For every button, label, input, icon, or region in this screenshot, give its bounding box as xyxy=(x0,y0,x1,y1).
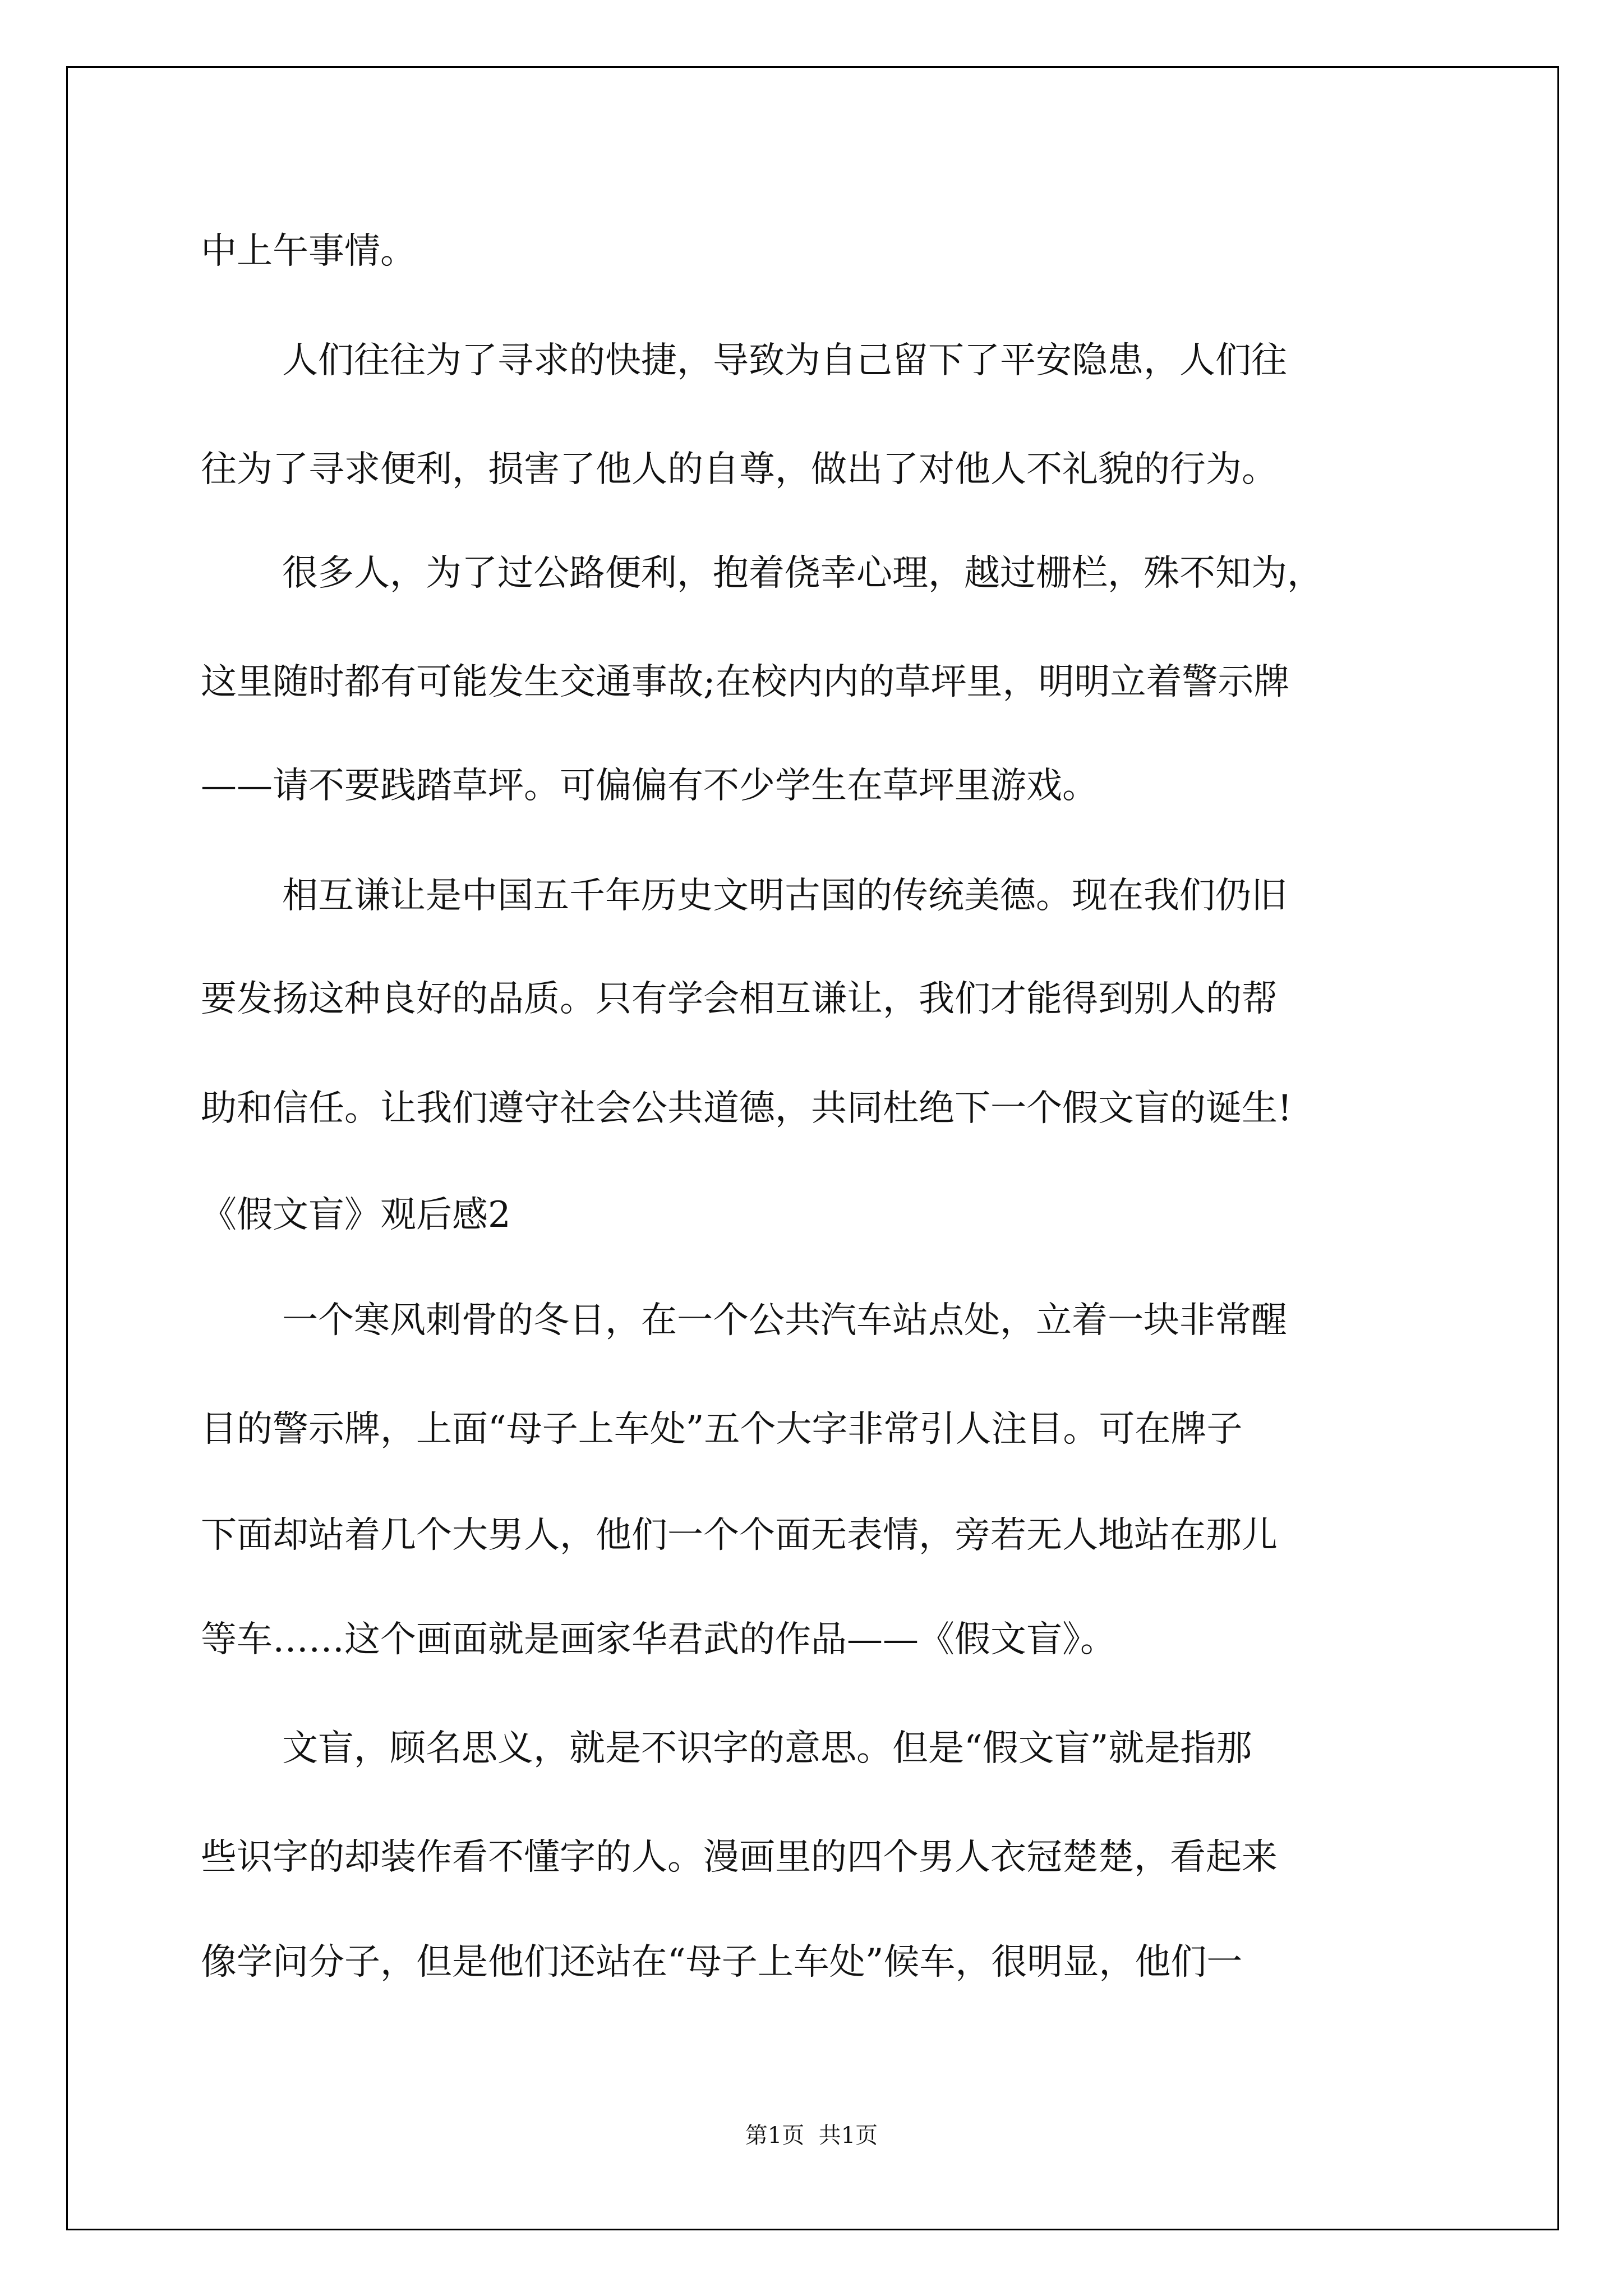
text-line: 这里随时都有可能发生交通事故;在校内内的草坪里，明明立着警示牌 xyxy=(201,661,1290,703)
section-heading: 《假文盲》观后感2 xyxy=(201,1194,511,1236)
text-line: ——请不要践踏草坪。可偏偏有不少学生在草坪里游戏。 xyxy=(201,765,1098,807)
text-line: 往为了寻求便利，损害了他人的自尊，做出了对他人不礼貌的行为。 xyxy=(201,449,1278,490)
text-line: 等车……这个画面就是画家华君武的作品——《假文盲》。 xyxy=(201,1619,1116,1660)
text-line: 中上午事情。 xyxy=(201,231,416,272)
text-line: 很多人，为了过公路便利，抱着侥幸心理，越过栅栏，殊不知为， xyxy=(282,553,1323,594)
text-line: 人们往往为了寻求的快捷，导致为自己留下了平安隐患，人们往 xyxy=(282,340,1287,381)
text-line: 下面却站着几个大男人，他们一个个面无表情，旁若无人地站在那儿 xyxy=(201,1515,1278,1556)
page-border xyxy=(66,66,1559,2230)
text-line: 要发扬这种良好的品质。只有学会相互谦让，我们才能得到别人的帮 xyxy=(201,978,1278,1020)
text-line: 助和信任。让我们遵守社会公共道德，共同杜绝下一个假文盲的诞生! xyxy=(201,1088,1292,1129)
text-line: 些识字的却装作看不懂字的人。漫画里的四个男人衣冠楚楚，看起来 xyxy=(201,1837,1278,1878)
text-line: 文盲，顾名思义，就是不识字的意思。但是“假文盲”就是指那 xyxy=(282,1728,1252,1769)
text-line: 像学问分子，但是他们还站在“母子上车处”候车，很明显，他们一 xyxy=(201,1941,1243,1983)
page-footer: 第1页 共1页 xyxy=(745,2123,878,2148)
text-line: 相互谦让是中国五千年历史文明古国的传统美德。现在我们仍旧 xyxy=(282,875,1287,917)
text-line: 一个寒风刺骨的冬日，在一个公共汽车站点处，立着一块非常醒 xyxy=(282,1300,1287,1341)
text-line: 目的警示牌，上面“母子上车处”五个大字非常引人注目。可在牌子 xyxy=(201,1409,1243,1450)
